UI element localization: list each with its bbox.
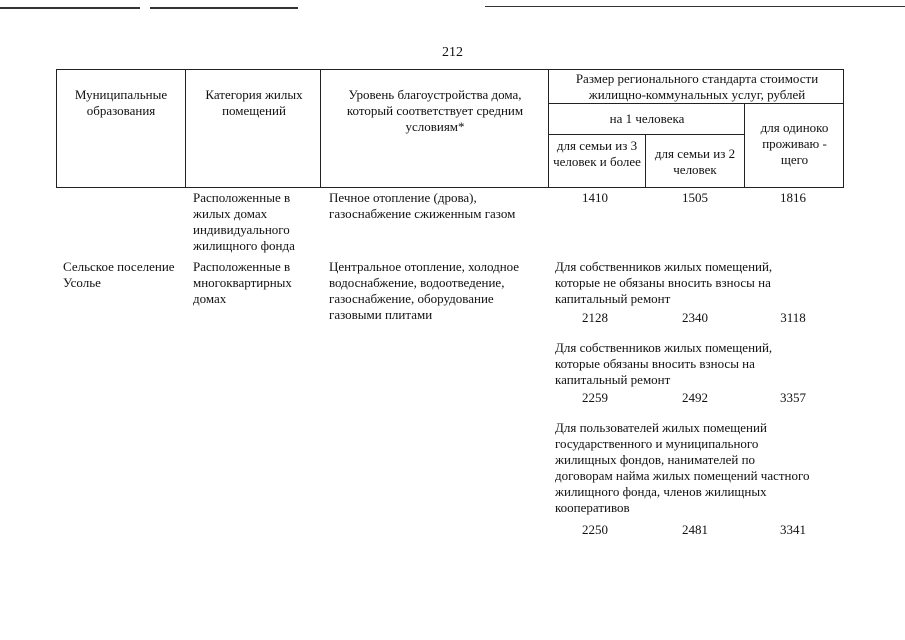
header-regional-standard: Размер регионального стандарта стоимости жилищно-коммунальных услуг, рублей [575, 71, 819, 102]
municipality-name: Сельское поселение Усолье [63, 259, 175, 290]
table-top-border [56, 69, 844, 70]
group-value-single: 3357 [780, 390, 806, 405]
top-edge-artifact [150, 7, 298, 9]
header-single: для одиноко проживаю - щего [760, 120, 829, 167]
header-rule-1 [548, 103, 844, 104]
row1-category: Расположенные в жилых домах индивидуального жилищного фонда [193, 190, 295, 253]
header-comfort-level: Уровень благоустройства дома, который соответствует средним условиям* [346, 87, 524, 134]
col-border [548, 69, 549, 187]
group-value-single: 3341 [780, 522, 806, 537]
col-border [843, 69, 844, 187]
row1-value-family2: 1505 [682, 190, 708, 205]
top-edge-artifact [0, 7, 140, 9]
row1-value-single: 1816 [780, 190, 806, 205]
header-municipality: Муниципальные образования [74, 87, 168, 118]
top-edge-artifact [485, 6, 905, 7]
col-border [744, 103, 745, 187]
group-value-family2: 2481 [682, 522, 708, 537]
col-border [56, 69, 57, 187]
row1-value-family3: 1410 [582, 190, 608, 205]
header-family-3: для семьи из 3 человек и более [553, 138, 641, 169]
group-value-family3: 2250 [582, 522, 608, 537]
row2-category: Расположенные в многоквартирных домах [193, 259, 292, 306]
header-rule-2 [548, 134, 744, 135]
group-value-family3: 2259 [582, 390, 608, 405]
group-label: Для пользователей жилых помещений государственного и муниципального жилищных фондов, нанимателей по договорам найма жилых помещений частного жилищного фонда, членов жилищных кооперативов [555, 420, 810, 515]
col-border [320, 69, 321, 187]
group-label: Для собственников жилых помещений, которые обязаны вносить взносы на капитальный ремонт [555, 340, 773, 387]
header-family-2: для семьи из 2 человек [654, 146, 736, 177]
page-number: 212 [442, 45, 463, 60]
group-value-family2: 2340 [682, 310, 708, 325]
col-border [645, 134, 646, 187]
row2-comfort-level: Центральное отопление, холодное водоснабжение, водоотведение, газоснабжение, оборудование газовыми плитами [329, 259, 520, 322]
col-border [185, 69, 186, 187]
group-value-single: 3118 [780, 310, 806, 325]
row1-comfort-level: Печное отопление (дрова), газоснабжение сжиженным газом [329, 190, 516, 221]
group-value-family2: 2492 [682, 390, 708, 405]
group-value-family3: 2128 [582, 310, 608, 325]
header-category: Категория жилых помещений [205, 87, 303, 118]
group-label: Для собственников жилых помещений, которые не обязаны вносить взносы на капитальный ремонт [555, 259, 773, 306]
header-per-person: на 1 человека [609, 111, 685, 126]
header-bottom-border [56, 187, 844, 188]
